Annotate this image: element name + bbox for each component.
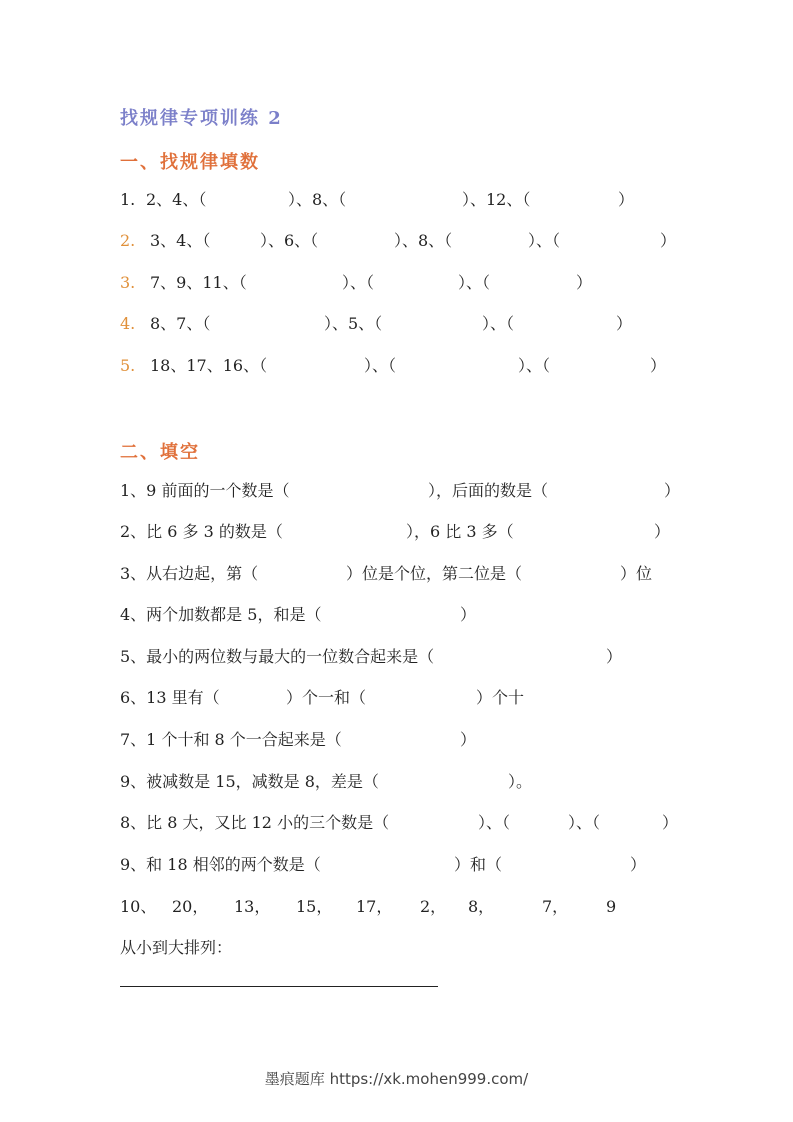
s2-line-10-seg-2: ）和（ xyxy=(454,855,503,874)
s1-line-3-seg-4: ） xyxy=(576,273,593,292)
s2-line-2-seg-3: ） xyxy=(654,522,671,541)
s1-line-1-num: 1. xyxy=(120,190,136,209)
s1-line-2-seg-2: ）、6、（ xyxy=(260,231,319,250)
s1-line-3 xyxy=(120,271,680,295)
s1-line-5-seg-3: ）、（ xyxy=(518,356,551,375)
s2-line-6-seg-3: ）个十 xyxy=(476,688,525,707)
s1-line-5-seg-4: ） xyxy=(650,356,667,375)
s2-line-9 xyxy=(120,811,680,835)
s2-line-11-seg-6: 2， xyxy=(420,897,447,916)
s1-line-2-num: 2. xyxy=(120,231,136,250)
s1-line-5-num: 5. xyxy=(120,356,136,375)
s2-line-9-seg-1: 8、比 8 大，又比 12 小的三个数是（ xyxy=(120,813,390,832)
s2-line-11-seg-2: 20， xyxy=(172,897,209,916)
s2-line-7-seg-1: 7、1 个十和 8 个一合起来是（ xyxy=(120,730,342,749)
s2-line-8-seg-1: 9、被减数是 15，减数是 8，差是（ xyxy=(120,772,379,791)
s1-line-4-seg-1: 8、7、（ xyxy=(150,314,211,333)
s1-line-2-seg-5: ） xyxy=(660,231,677,250)
s2-line-1-seg-3: ） xyxy=(664,481,681,500)
page-title: 找规律专项训练 2 xyxy=(120,108,283,129)
s2-line-3-seg-2: ）位是个位，第二位是（ xyxy=(346,564,523,583)
s1-line-4-seg-4: ） xyxy=(616,314,633,333)
s2-line-2-seg-2: ），6 比 3 多（ xyxy=(406,522,514,541)
answer-line xyxy=(120,986,438,987)
s2-line-3 xyxy=(120,562,680,586)
s2-line-5-seg-2: ） xyxy=(606,647,623,666)
s2-line-2 xyxy=(120,520,680,544)
s2-line-3-seg-1: 3、从右边起，第（ xyxy=(120,564,259,583)
s2-line-11-seg-7: 8， xyxy=(468,897,495,916)
footer-watermark: 墨痕题库 https://xk.mohen999.com/ xyxy=(264,1070,529,1088)
s1-line-1-seg-1: 2、4、（ xyxy=(146,190,207,209)
s2-line-2-seg-1: 2、比 6 多 3 的数是（ xyxy=(120,522,283,541)
s1-line-2-seg-1: 3、4、（ xyxy=(150,231,211,250)
s2-line-7-seg-2: ） xyxy=(460,730,477,749)
s2-line-10-seg-1: 9、和 18 相邻的两个数是（ xyxy=(120,855,321,874)
s2-line-3-seg-3: ）位 xyxy=(620,564,653,583)
s2-line-12-seg-1: 从小到大排列： xyxy=(120,938,233,957)
s1-line-4-seg-3: ）、（ xyxy=(482,314,515,333)
s2-line-4 xyxy=(120,603,680,627)
s2-line-11 xyxy=(120,895,680,919)
s2-line-1-seg-2: ），后面的数是（ xyxy=(428,481,549,500)
s1-line-4-seg-2: ）、5、（ xyxy=(324,314,383,333)
s2-line-6-seg-2: ）个一和（ xyxy=(286,688,367,707)
s1-line-1-seg-3: ）、12、（ xyxy=(462,190,531,209)
s1-line-3-seg-2: ）、（ xyxy=(342,273,375,292)
s2-line-5-seg-1: 5、最小的两位数与最大的一位数合起来是（ xyxy=(120,647,435,666)
s1-line-1-seg-4: ） xyxy=(618,190,635,209)
s2-line-11-seg-9: 9 xyxy=(606,897,617,916)
s2-line-6-seg-1: 6、13 里有（ xyxy=(120,688,220,707)
s1-line-2-seg-3: ）、8、（ xyxy=(394,231,453,250)
s1-line-3-seg-3: ）、（ xyxy=(458,273,491,292)
s1-line-3-seg-1: 7、9、11、（ xyxy=(150,273,247,292)
s2-line-1 xyxy=(120,479,680,503)
s1-line-5 xyxy=(120,354,680,378)
s2-line-10 xyxy=(120,853,680,877)
s1-line-4-num: 4. xyxy=(120,314,136,333)
s2-line-4-seg-1: 4、两个加数都是 5，和是（ xyxy=(120,605,322,624)
s2-line-9-seg-2: ）、（ xyxy=(478,813,511,832)
s2-line-6 xyxy=(120,686,680,710)
s2-line-8-seg-2: ）。 xyxy=(508,772,533,791)
s2-line-1-seg-1: 1、9 前面的一个数是（ xyxy=(120,481,290,500)
s1-line-4 xyxy=(120,312,680,336)
section-2-heading: 二、填空 xyxy=(120,442,200,463)
s1-line-1 xyxy=(120,188,680,212)
s2-line-11-seg-3: 13， xyxy=(234,897,271,916)
s2-line-12 xyxy=(120,936,680,960)
s2-line-11-seg-1: 10、 xyxy=(120,897,157,916)
s2-line-7 xyxy=(120,728,680,752)
s2-line-8 xyxy=(120,770,680,794)
s1-line-5-seg-2: ）、（ xyxy=(364,356,397,375)
s1-line-1-seg-2: ）、8、（ xyxy=(288,190,347,209)
s1-line-5-seg-1: 18、17、16、（ xyxy=(150,356,268,375)
s2-line-9-seg-4: ） xyxy=(662,813,679,832)
s1-line-2-seg-4: ）、（ xyxy=(528,231,561,250)
s2-line-11-seg-4: 15， xyxy=(296,897,333,916)
s2-line-9-seg-3: ）、（ xyxy=(568,813,601,832)
s2-line-11-seg-5: 17， xyxy=(356,897,393,916)
section-1-heading: 一、找规律填数 xyxy=(120,152,260,173)
s1-line-2 xyxy=(120,229,680,253)
s2-line-5 xyxy=(120,645,680,669)
s2-line-10-seg-3: ） xyxy=(630,855,647,874)
s1-line-3-num: 3. xyxy=(120,273,136,292)
s2-line-11-seg-8: 7， xyxy=(542,897,569,916)
s2-line-4-seg-2: ） xyxy=(460,605,477,624)
